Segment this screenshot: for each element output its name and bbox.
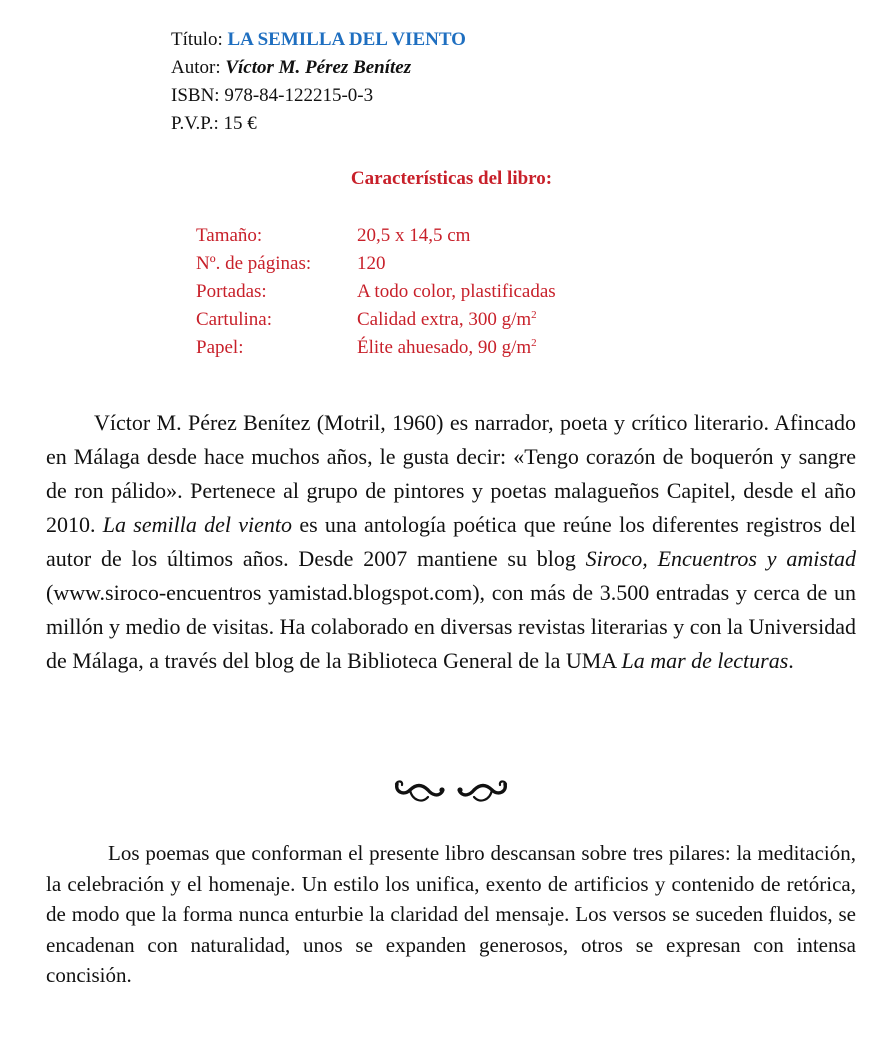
spec-row-paper	[196, 334, 556, 362]
uma-blog-title-italic: La mar de lecturas	[621, 648, 789, 673]
spec-label: Nº. de páginas:	[196, 253, 312, 274]
spec-label: Portadas:	[196, 281, 267, 302]
spec-value: 20,5 x 14,5 cm	[357, 225, 471, 246]
isbn-line: ISBN: 978-84-122215-0-3	[171, 85, 374, 106]
superscript: 2	[531, 337, 537, 349]
spec-row-covers	[196, 278, 556, 306]
book-title-italic: La semilla del viento	[102, 512, 293, 537]
author-name: Víctor M. Pérez Benítez	[225, 57, 412, 78]
blog-title-italic: Siroco, Encuentros y amistad	[585, 546, 856, 571]
author-line	[171, 54, 466, 82]
author-label: Autor:	[171, 57, 221, 78]
spec-row-size	[196, 222, 556, 250]
price-line: P.V.P.: 15 €	[171, 113, 257, 134]
spec-value: Élite ahuesado, 90 $g/m^2$	[357, 337, 537, 358]
book-metadata	[171, 26, 466, 138]
fleuron-divider-icon	[392, 770, 510, 814]
spec-value: 120	[357, 253, 386, 274]
spec-label: Cartulina:	[196, 309, 272, 330]
author-bio-paragraph: Víctor M. Pérez Benítez (Motril, 1960) es narrador, poeta y crítico literario. Afincado en Málaga desde hace muchos años, le gusta decir: «Tengo corazón de boquerón y sangre de ron pálido». Pertenece al grupo de pintores y poetas malagueños Capitel, desde el año 2010. La semilla del viento es una antología poética que reúne los diferentes registros del autor de los últimos años. Desde 2007 mantiene su blog Siroco, Encuentros y amistad (www.siroco-encuentros yamistad.blogspot.com), con más de 3.500 entradas y cerca de un millón y medio de visitas. Ha colaborado en diversas revistas literarias y con la Universidad de Málaga, a través del blog de la Biblioteca General de la UMA La mar de lecturas.	[46, 410, 856, 673]
spec-row-pages	[196, 250, 556, 278]
specs-table	[196, 222, 556, 362]
spec-value: A todo color, plastificadas	[357, 281, 556, 302]
spec-label: Tamaño:	[196, 225, 263, 246]
book-title: LA SEMILLA DEL VIENTO	[227, 29, 466, 50]
title-label: Título:	[171, 29, 223, 50]
description-paragraph: Los poemas que conforman el presente libro descansan sobre tres pilares: la meditación, la celebración y el homenaje. Un estilo los unifica, exento de artificios y contenido de retórica, de modo que la forma nunca enturbie la claridad del mensaje. Los versos se suceden fluidos, se encadenan con naturalidad, unos se expanden generosos, otros se expresan con intensa concisión.	[46, 841, 856, 987]
specs-heading: Características del libro:	[350, 168, 553, 189]
spec-label: Papel:	[196, 337, 244, 358]
spec-row-cardstock	[196, 306, 556, 334]
title-line	[171, 26, 466, 54]
spec-value: Calidad extra, 300 $g/m^2$	[357, 309, 537, 330]
superscript: 2	[531, 309, 537, 321]
